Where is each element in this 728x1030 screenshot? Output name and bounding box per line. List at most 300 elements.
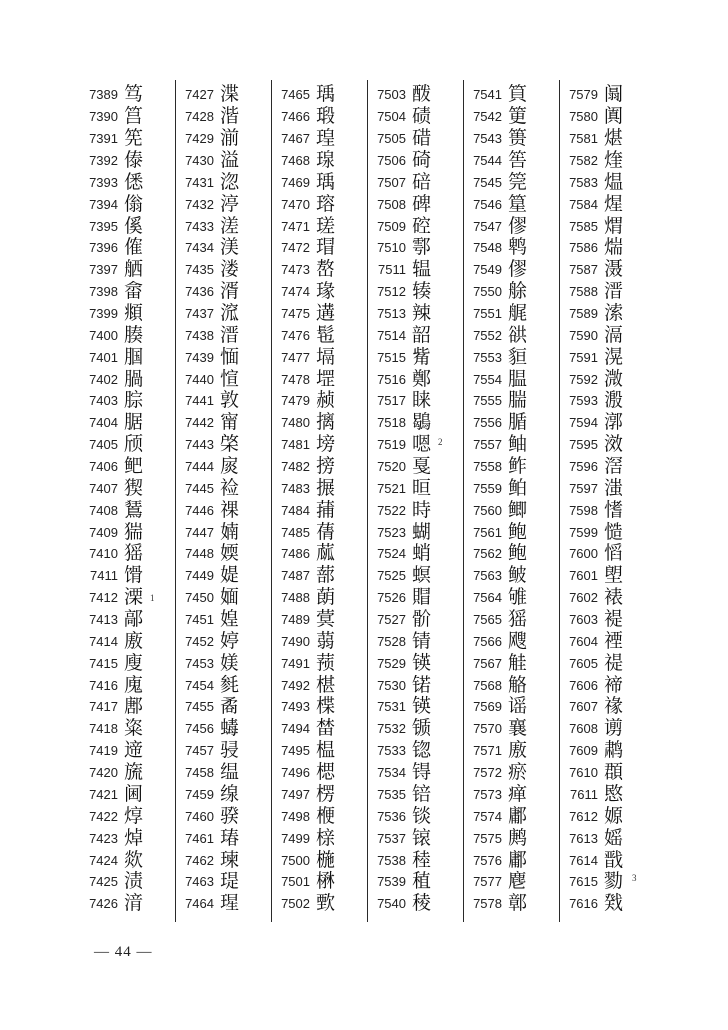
table-row <box>84 718 175 740</box>
character: 瑑 <box>316 280 336 303</box>
code-number: 7461 <box>185 830 214 846</box>
code-number: 7413 <box>89 612 118 628</box>
table-row <box>464 106 559 128</box>
table-row <box>368 893 463 915</box>
table-row <box>176 543 271 565</box>
code-number: 7497 <box>281 786 310 802</box>
character: 鄌 <box>124 695 144 718</box>
table-row <box>272 805 367 827</box>
character: 稜 <box>412 892 432 915</box>
code-number: 7444 <box>185 459 214 475</box>
code-number: 7483 <box>281 480 310 496</box>
character: 傣 <box>124 149 144 171</box>
code-number: 7391 <box>89 131 118 147</box>
character: 蓏 <box>316 542 336 565</box>
code-number: 7530 <box>377 677 406 693</box>
character: 塥 <box>316 345 336 368</box>
table-row <box>560 674 655 696</box>
code-number: 7533 <box>377 743 406 759</box>
character: 觟 <box>508 651 528 674</box>
character: 媓 <box>220 608 240 631</box>
character-table <box>84 80 656 922</box>
character: 筶 <box>508 149 528 171</box>
table-row <box>368 499 463 521</box>
table-row <box>368 565 463 587</box>
character: 媞 <box>220 564 240 587</box>
code-number: 7410 <box>89 546 118 562</box>
code-number: 7492 <box>281 677 310 693</box>
table-row <box>176 259 271 281</box>
character: 畲 <box>124 280 144 303</box>
character: 楪 <box>316 695 336 718</box>
table-row <box>464 587 559 609</box>
table-row <box>560 718 655 740</box>
table-row <box>560 215 655 237</box>
character: 滍 <box>604 476 624 499</box>
character: 瑁 <box>316 236 336 259</box>
code-number: 7503 <box>377 87 406 103</box>
code-number: 7473 <box>281 262 310 278</box>
table-row <box>272 128 367 150</box>
character: 碛 <box>412 105 432 128</box>
character: 傕 <box>124 236 144 259</box>
table-row <box>176 368 271 390</box>
code-number: 7566 <box>473 633 502 649</box>
code-number: 7578 <box>473 896 502 912</box>
code-number: 7563 <box>473 568 502 584</box>
code-number: 7517 <box>377 393 406 409</box>
code-number: 7438 <box>185 327 214 343</box>
code-number: 7602 <box>569 590 598 606</box>
table-row <box>272 368 367 390</box>
character: 蓣 <box>316 651 336 674</box>
character: 腯 <box>508 411 528 434</box>
character: 腙 <box>124 389 144 412</box>
footnote-marker-3: 3 <box>632 873 637 883</box>
character: 滠 <box>604 258 624 281</box>
code-number: 7426 <box>89 896 118 912</box>
table-row <box>272 609 367 631</box>
code-number: 7581 <box>569 131 598 147</box>
code-number: 7399 <box>89 306 118 322</box>
code-number: 7427 <box>185 87 214 103</box>
table-row <box>464 171 559 193</box>
table-row <box>560 565 655 587</box>
code-number: 7440 <box>185 371 214 387</box>
character: 锳 <box>412 651 432 674</box>
code-number: 7415 <box>89 655 118 671</box>
table-row <box>464 543 559 565</box>
character: 裱 <box>604 586 624 609</box>
character: 锿 <box>412 826 432 849</box>
code-number: 7568 <box>473 677 502 693</box>
code-number: 7518 <box>377 415 406 431</box>
table-row <box>176 805 271 827</box>
table-row <box>368 521 463 543</box>
code-number: 7519 <box>377 437 406 453</box>
code-number: 7527 <box>377 612 406 628</box>
character: 筫 <box>508 83 528 106</box>
table-row <box>84 368 175 390</box>
character: 蒻 <box>316 629 336 652</box>
code-number: 7441 <box>185 393 214 409</box>
table-row <box>176 128 271 150</box>
table-row <box>368 718 463 740</box>
table-row <box>84 587 175 609</box>
character: 螟 <box>412 564 432 587</box>
code-number: 7531 <box>377 699 406 715</box>
table-row <box>464 565 559 587</box>
character: 瑀 <box>316 83 336 106</box>
character: 腘 <box>124 345 144 368</box>
code-number: 7559 <box>473 480 502 496</box>
table-row <box>560 805 655 827</box>
table-row <box>84 215 175 237</box>
character: 傒 <box>124 214 144 237</box>
character: 渍 <box>124 870 144 893</box>
code-number: 7509 <box>377 218 406 234</box>
code-number: 7564 <box>473 590 502 606</box>
character: 溵 <box>604 389 624 412</box>
code-number: 7453 <box>185 655 214 671</box>
table-row <box>560 237 655 259</box>
code-number: 7416 <box>89 677 118 693</box>
code-number: 7469 <box>281 174 310 190</box>
character: 稑 <box>412 848 432 871</box>
code-number: 7452 <box>185 633 214 649</box>
code-number: 7588 <box>569 284 598 300</box>
code-number: 7526 <box>377 590 406 606</box>
code-number: 7462 <box>185 852 214 868</box>
table-row <box>464 521 559 543</box>
table-row <box>560 630 655 652</box>
code-number: 7491 <box>281 655 310 671</box>
table-row <box>176 740 271 762</box>
character: 湝 <box>220 105 240 128</box>
character: 阘 <box>604 83 624 106</box>
table-row <box>560 303 655 325</box>
table-row <box>368 871 463 893</box>
table-row <box>560 171 655 193</box>
character: 锖 <box>412 629 432 652</box>
character: 碕 <box>412 149 432 171</box>
character: 褆 <box>604 608 624 631</box>
character: 瑆 <box>220 892 240 915</box>
character: 媔 <box>220 586 240 609</box>
code-number: 7616 <box>569 896 598 912</box>
table-row <box>368 827 463 849</box>
table-row <box>176 171 271 193</box>
code-number: 7489 <box>281 612 310 628</box>
character: 鹔 <box>604 739 624 762</box>
table-row <box>464 652 559 674</box>
table-row <box>368 150 463 172</box>
character: 媄 <box>220 651 240 674</box>
character: 婻 <box>220 520 240 543</box>
code-number: 7524 <box>377 546 406 562</box>
table-row <box>272 412 367 434</box>
code-number: 7534 <box>377 765 406 781</box>
table-row <box>560 84 655 106</box>
character: 煃 <box>604 149 624 171</box>
character: 戣 <box>604 892 624 915</box>
character: 榃 <box>316 717 336 740</box>
code-number: 7411 <box>90 568 118 584</box>
table-row <box>464 324 559 346</box>
table-row <box>368 630 463 652</box>
character: 渟 <box>220 192 240 215</box>
code-number: 7573 <box>473 786 502 802</box>
character: 瑝 <box>316 127 336 150</box>
code-number: 7499 <box>281 830 310 846</box>
table-row <box>368 674 463 696</box>
character: 鲃 <box>124 455 144 478</box>
code-number: 7528 <box>377 633 406 649</box>
code-number: 7556 <box>473 415 502 431</box>
character: 遆 <box>124 739 144 762</box>
code-number: 7476 <box>281 327 310 343</box>
table-row <box>368 128 463 150</box>
code-number: 7544 <box>473 153 502 168</box>
table-row <box>560 849 655 871</box>
character: 雊 <box>508 586 528 609</box>
character: 煋 <box>604 192 624 215</box>
character: 廒 <box>508 739 528 762</box>
table-row <box>560 784 655 806</box>
character: 鲏 <box>508 564 528 587</box>
table-row <box>84 171 175 193</box>
table-row <box>560 324 655 346</box>
table-row <box>464 215 559 237</box>
code-number: 7425 <box>89 874 118 890</box>
table-row <box>176 193 271 215</box>
table-row <box>176 499 271 521</box>
character: 瑳 <box>316 214 336 237</box>
character: 廆 <box>124 673 144 696</box>
table-row <box>176 718 271 740</box>
character: 頫 <box>124 302 144 325</box>
table-row <box>464 893 559 915</box>
code-number: 7393 <box>89 174 118 190</box>
table-row <box>272 346 367 368</box>
character: 湔 <box>220 127 240 150</box>
character: 蒨 <box>316 520 336 543</box>
table-row <box>176 390 271 412</box>
character: 瘀 <box>508 761 528 784</box>
page-number: — 44 — <box>94 944 153 960</box>
character: 睐 <box>412 389 432 412</box>
code-number: 7585 <box>569 218 598 234</box>
code-number: 7543 <box>473 131 502 147</box>
table-row <box>560 740 655 762</box>
code-number: 7562 <box>473 546 502 562</box>
character: 愐 <box>220 345 240 368</box>
code-number: 7582 <box>569 153 598 168</box>
code-number: 7493 <box>281 699 310 715</box>
character: 滘 <box>604 455 624 478</box>
table-row <box>272 106 367 128</box>
code-number: 7439 <box>185 349 214 365</box>
table-row <box>560 368 655 390</box>
code-number: 7432 <box>185 196 214 212</box>
code-number: 7593 <box>569 393 598 409</box>
table-row <box>560 456 655 478</box>
character: 碚 <box>412 170 432 193</box>
code-number: 7450 <box>185 590 214 606</box>
character: 禔 <box>604 651 624 674</box>
table-row <box>368 740 463 762</box>
code-number: 7571 <box>473 743 502 759</box>
code-number: 7395 <box>89 218 118 234</box>
table-column <box>84 80 175 922</box>
table-row <box>368 434 463 456</box>
table-row <box>560 346 655 368</box>
character: 锘 <box>412 673 432 696</box>
character: 湇 <box>124 892 144 915</box>
table-row <box>84 346 175 368</box>
character: 溦 <box>604 367 624 390</box>
character: 缐 <box>220 782 240 805</box>
table-row <box>464 762 559 784</box>
table-row <box>464 193 559 215</box>
character: 裣 <box>220 476 240 499</box>
code-number: 7522 <box>377 502 406 518</box>
code-number: 7419 <box>89 743 118 759</box>
table-row <box>464 150 559 172</box>
code-number: 7501 <box>281 874 310 890</box>
character: 稙 <box>412 870 432 893</box>
code-number: 7392 <box>89 153 118 168</box>
code-number: 7403 <box>89 393 118 409</box>
character: 蓂 <box>316 608 336 631</box>
code-number: 7474 <box>281 284 310 300</box>
character: 傟 <box>124 192 144 215</box>
character: 阗 <box>604 105 624 128</box>
table-column <box>367 80 463 922</box>
character: 廋 <box>124 651 144 674</box>
character: 溠 <box>220 214 240 237</box>
table-column <box>559 80 655 922</box>
character: 晅 <box>412 476 432 499</box>
character: 筻 <box>508 105 528 128</box>
character: 鲍 <box>508 520 528 543</box>
table-row <box>368 215 463 237</box>
code-number: 7488 <box>281 590 310 606</box>
table-row <box>368 477 463 499</box>
code-number: 7542 <box>473 109 502 125</box>
table-row <box>84 324 175 346</box>
character: 猺 <box>508 608 528 631</box>
character: 滧 <box>604 433 624 456</box>
character: 鲫 <box>508 498 528 521</box>
character: 慥 <box>604 520 624 543</box>
table-row <box>464 128 559 150</box>
character: 溍 <box>604 280 624 303</box>
character: 瑓 <box>220 848 240 871</box>
code-number: 7569 <box>473 699 502 715</box>
table-row <box>272 762 367 784</box>
table-row <box>464 390 559 412</box>
code-number: 7549 <box>473 262 502 278</box>
code-number: 7447 <box>185 524 214 540</box>
table-row <box>176 827 271 849</box>
code-number: 7515 <box>377 349 406 365</box>
footnote-marker-1: 1 <box>150 593 155 603</box>
character: 搌 <box>316 476 336 499</box>
table-row <box>176 565 271 587</box>
character: 焞 <box>124 804 144 827</box>
code-number: 7418 <box>89 721 118 737</box>
character: 湑 <box>220 280 240 303</box>
character: 僇 <box>508 214 528 237</box>
code-number: 7558 <box>473 459 502 475</box>
table-row <box>560 150 655 172</box>
character: 扊 <box>220 455 240 478</box>
code-number: 7431 <box>185 174 214 190</box>
code-number: 7475 <box>281 306 310 322</box>
character: 筦 <box>508 170 528 193</box>
code-number: 7498 <box>281 808 310 824</box>
table-row <box>272 630 367 652</box>
table-row <box>464 827 559 849</box>
table-row <box>272 84 367 106</box>
table-row <box>464 871 559 893</box>
table-row <box>84 106 175 128</box>
code-number: 7422 <box>89 808 118 824</box>
table-row <box>464 784 559 806</box>
table-row <box>176 84 271 106</box>
code-number: 7595 <box>569 437 598 453</box>
table-row <box>464 499 559 521</box>
table-row <box>464 368 559 390</box>
code-number: 7482 <box>281 459 310 475</box>
code-number: 7401 <box>89 349 118 365</box>
table-row <box>176 609 271 631</box>
table-row <box>84 652 175 674</box>
code-number: 7428 <box>185 109 214 125</box>
table-row <box>176 237 271 259</box>
table-row <box>176 784 271 806</box>
code-number: 7567 <box>473 655 502 671</box>
table-row <box>560 106 655 128</box>
table-row <box>84 303 175 325</box>
character: 碑 <box>412 192 432 215</box>
code-number: 7545 <box>473 174 502 190</box>
table-row <box>368 84 463 106</box>
code-number: 7547 <box>473 218 502 234</box>
code-number: 7615 <box>569 874 598 890</box>
character: 瘅 <box>508 782 528 805</box>
code-number: 7404 <box>89 415 118 431</box>
table-row <box>368 259 463 281</box>
character: 鲊 <box>508 455 528 478</box>
table-row <box>176 871 271 893</box>
code-number: 7511 <box>378 262 406 278</box>
code-number: 7523 <box>377 524 406 540</box>
code-number: 7414 <box>89 633 118 649</box>
code-number: 7443 <box>185 437 214 453</box>
table-row <box>176 456 271 478</box>
code-number: 7490 <box>281 633 310 649</box>
table-row <box>368 609 463 631</box>
code-number: 7589 <box>569 306 598 322</box>
code-number: 7603 <box>569 612 598 628</box>
table-row <box>272 434 367 456</box>
code-number: 7555 <box>473 393 502 409</box>
code-number: 7601 <box>569 568 598 584</box>
character: 碏 <box>412 127 432 150</box>
code-number: 7390 <box>89 109 118 125</box>
